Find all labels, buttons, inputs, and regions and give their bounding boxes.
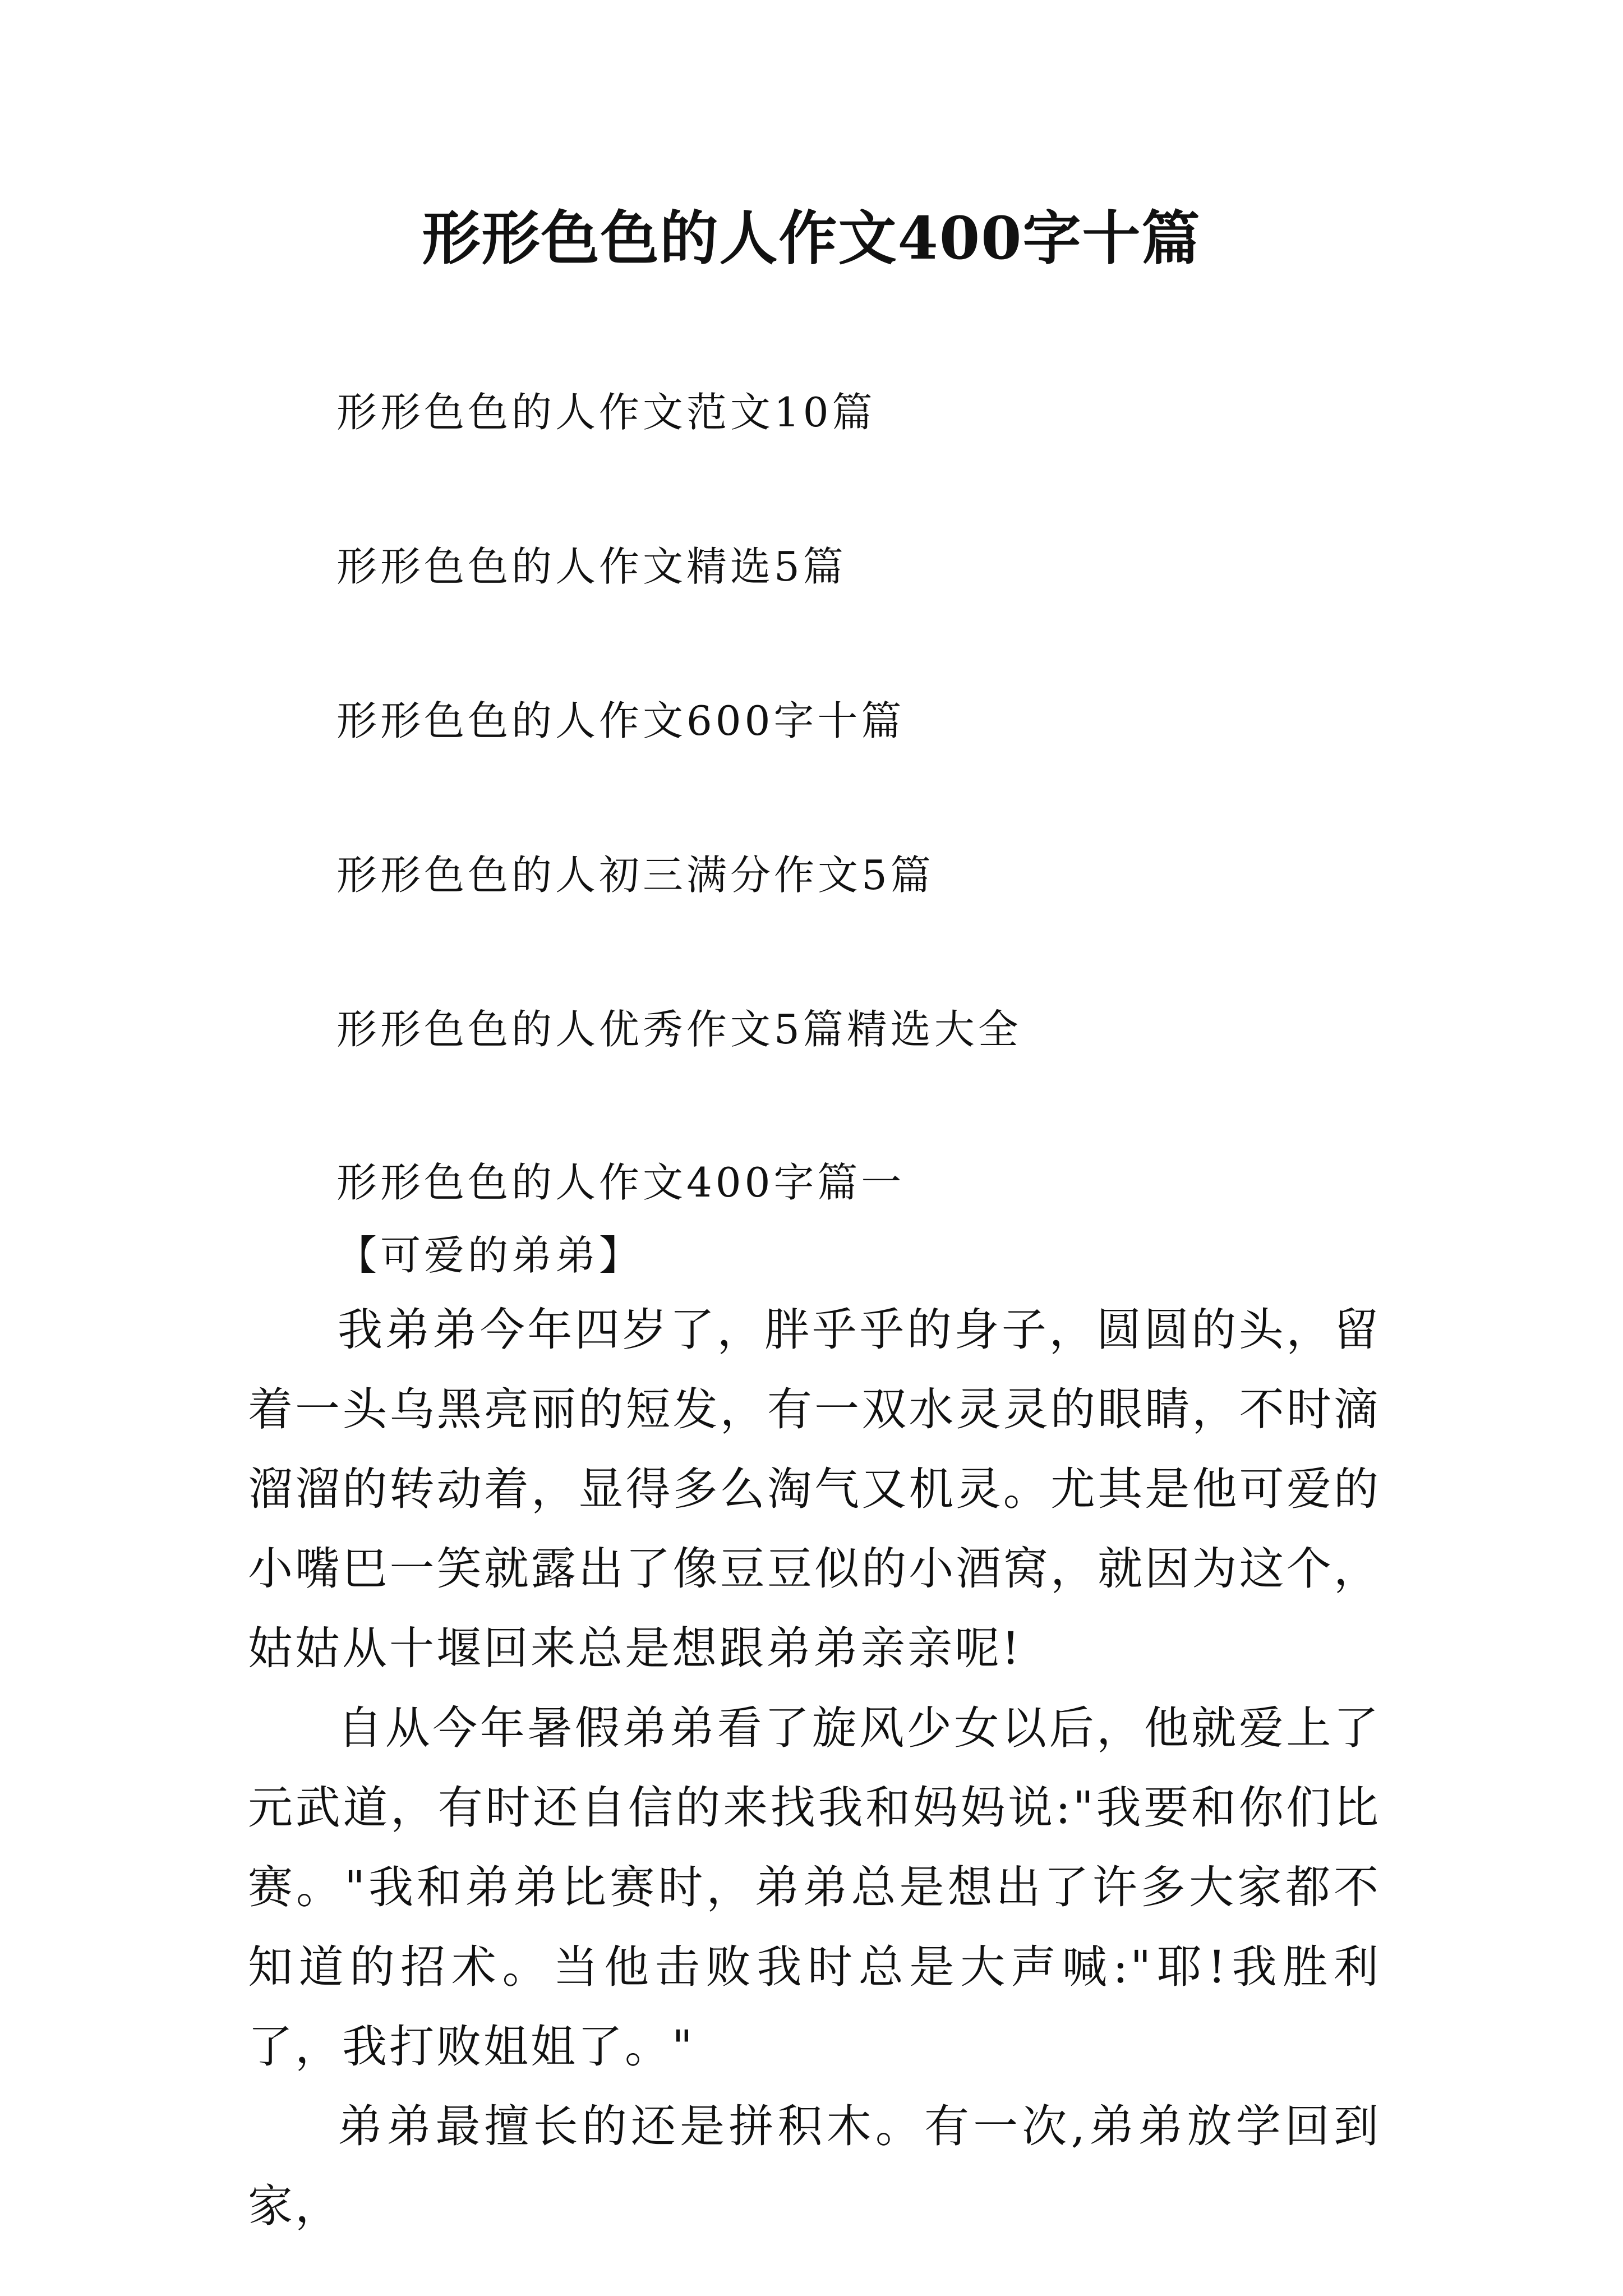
article-heading: 形形色色的人作文400字篇一 bbox=[336, 1159, 905, 1206]
toc-item: 形形色色的人作文范文10篇 bbox=[336, 389, 876, 436]
body-paragraph: 弟弟最擅长的还是拼积木。有一次,弟弟放学回到家， bbox=[248, 2100, 1381, 2232]
document-title: 形形色色的人作文400字十篇 bbox=[422, 204, 1201, 273]
toc-item: 形形色色的人优秀作文5篇精选大全 bbox=[336, 1006, 1022, 1053]
article-subtitle: 【可爱的弟弟】 bbox=[336, 1232, 643, 1279]
body-paragraph: 自从今年暑假弟弟看了旋风少女以后，他就爱上了元武道，有时还自信的来找我和妈妈说:"我要和你们比赛。"我和弟弟比赛时，弟弟总是想出了许多大家都不知道的招术。当他击败我时总是大声喊:"耶!我胜利了，我打败姐姐了。" bbox=[248, 1702, 1381, 2073]
toc-item: 形形色色的人作文600字十篇 bbox=[336, 697, 905, 744]
article-body bbox=[248, 1290, 1381, 2246]
body-paragraph: 我弟弟今年四岁了，胖乎乎的身子，圆圆的头，留着一头乌黑亮丽的短发，有一双水灵灵的眼睛，不时滴溜溜的转动着，显得多么淘气又机灵。尤其是他可爱的小嘴巴一笑就露出了像豆豆似的小酒窝，就因为这个，姑姑从十堰回来总是想跟弟弟亲亲呢! bbox=[248, 1304, 1381, 1674]
toc-item: 形形色色的人初三满分作文5篇 bbox=[336, 852, 934, 899]
toc-item: 形形色色的人作文精选5篇 bbox=[336, 543, 847, 590]
